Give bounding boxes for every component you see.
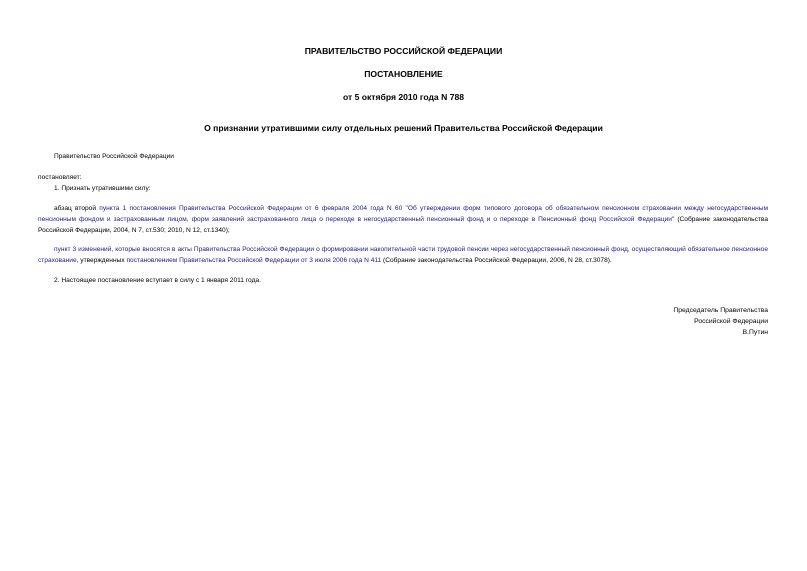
- paragraph-1-link[interactable]: пункта 1 постановления Правительства Российской Федерации от 6 февраля 2004 года N 60 "Об утверждении форм типового договора об обязательном пенсионном страховании между негосударственным пенсионным фондом и застрахованным лицом, форм заявлений застрахованного лица о переходе в негосударственный пенсионный фонд и о переходе в Пенсионный фонд Российской Федерации": [38, 205, 768, 223]
- decree-word: постановляет:: [38, 174, 82, 181]
- signature-title-line-2: Российской Федерации: [694, 318, 768, 325]
- government-heading: ПРАВИТЕЛЬСТВО РОССИЙСКОЙ ФЕДЕРАЦИИ: [304, 46, 503, 56]
- document-type-heading: ПОСТАНОВЛЕНИЕ: [364, 69, 443, 79]
- document-subject-heading: О признании утратившими силу отдельных решений Правительства Российской Федерации: [204, 123, 603, 133]
- paragraph-1-prefix: абзац второй: [54, 205, 100, 212]
- paragraph-2-middle: , утвержденных: [76, 257, 127, 264]
- paragraph-2-link-2[interactable]: постановлением Правительства Российской Федерации от 3 июля 2006 года N 411: [126, 257, 382, 264]
- paragraph-2-suffix: (Собрание законодательства Российской Федерации, 2006, N 28, ст.3078).: [381, 257, 612, 264]
- signature-name: В.Путин: [742, 329, 768, 336]
- item-2: 2. Настоящее постановление вступает в силу с 1 января 2011 года.: [54, 277, 261, 284]
- signature-block: [673, 305, 768, 338]
- paragraph-1-suffix: (Собрание законодательства Российской Федерации, 2004, N 7, ст.530; 2010, N 12, ст.1340);: [38, 216, 768, 234]
- date-number-heading: от 5 октября 2010 года N 788: [342, 92, 465, 102]
- signature-title-line-1: Председатель Правительства: [673, 307, 768, 314]
- item-1: 1. Признать утратившими силу:: [54, 185, 151, 192]
- paragraph-2: [38, 244, 768, 266]
- paragraph-1: [38, 203, 768, 236]
- paragraph-2-link-1[interactable]: пункт 3 изменений, которые вносятся в акты Правительства Российской Федерации о формировании накопительной части трудовой пенсии через негосударственный пенсионный фонд, осуществляющий обязательное пенсионное страхование: [38, 246, 768, 264]
- intro-paragraph: Правительство Российской Федерации: [54, 153, 174, 160]
